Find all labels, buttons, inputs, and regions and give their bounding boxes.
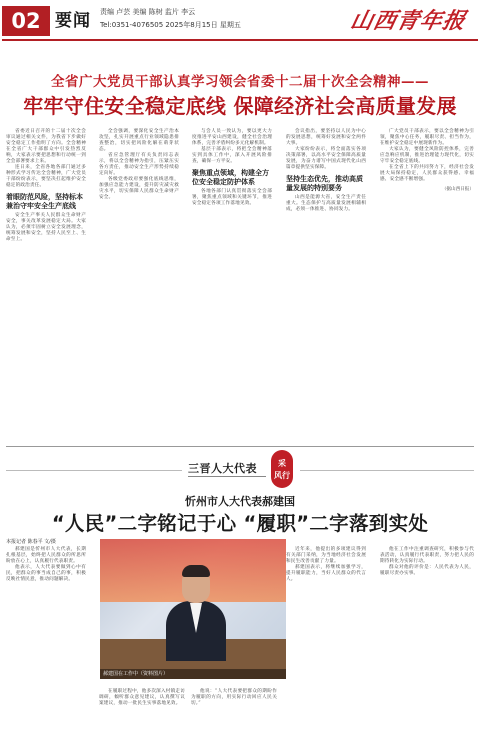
lead-col5-text xyxy=(380,129,474,183)
paragraph: 省委近日召开的十二届十次全会审议通过相关文件，为我省下步做好安全稳定工作指明了方向。全会精神在全省广大干部群众中引发热烈反响，大家表示要把思想和行动统一到全会部署要求上来。 xyxy=(6,129,86,164)
second-bottom-right xyxy=(191,689,277,707)
byline: 本报记者 陈春平 文/摄 xyxy=(6,539,56,545)
lead-subhead-4: 坚持生态优先，推动高质量发展的特别要务 xyxy=(286,174,363,192)
paragraph: 连日来，全省各地各部门通过多种形式学习传达全会精神，广大党员干部纷纷表示，要坚决扛起维护安全稳定的政治责任。 xyxy=(6,165,86,188)
photo-person-hair xyxy=(182,565,210,577)
second-col4-text xyxy=(286,547,366,583)
rubric-rule-right xyxy=(300,470,474,471)
second-col5-text xyxy=(380,547,474,577)
lead-subhead-1: 着眼防范风险，坚持标本兼治守牢安全生产底线 xyxy=(6,192,83,210)
paragraph: 大家纷纷表示，将全面落实各项决策部署，以高水平安全保障高质量发展，为奋力谱写中国式现代化山西篇章提供坚实保障。 xyxy=(286,147,366,170)
lead-col3b-text xyxy=(192,189,272,207)
lead-column-4 xyxy=(286,129,366,213)
lead-col1b-text xyxy=(6,213,86,243)
lead-col4b-text xyxy=(286,195,366,213)
second-columns-2-3-bottom xyxy=(99,689,286,708)
lead-col1-text xyxy=(6,129,86,189)
page-number: 02 xyxy=(2,6,50,36)
paragraph: 广大党员干部表示，要以全会精神为引领，聚焦中心任务，履职尽责、担当作为，在维护安全稳定中展现新作为。 xyxy=(380,129,474,146)
rubric-badge-top: 采 xyxy=(278,458,286,468)
paragraph: 大家认为，要健全风险防控体系，完善应急响应机制，推进治理能力现代化，切实守牢安全稳定底线。 xyxy=(380,147,474,164)
contact-line: Tel:0351-4076505 2025年8月15日 星期五 xyxy=(100,21,241,29)
paragraph: 与会人员一致认为，要以更大力度推进平安山西建设，健全社会治理体系，完善矛盾纠纷多元化解机制。 xyxy=(192,129,272,146)
lead-source-tag: （据山西日报） xyxy=(441,187,474,192)
lead-column-1 xyxy=(6,129,86,243)
lead-subhead-3: 聚焦重点领域，构建全方位安全稳定防护体系 xyxy=(192,168,269,186)
editors-line: 责编 卢芸 美编 陈树 监片 李云 xyxy=(100,8,196,16)
section-name: 要闻 xyxy=(55,11,91,31)
lead-col4-text xyxy=(286,129,366,171)
paragraph: 近年来，他提出的多项建议得到有关部门采纳，为当地经济社会发展和民生改善贡献了力量。 xyxy=(286,547,366,564)
paragraph: 在履职过程中，他多次深入村镇走访调研，倾听群众意见建议，认真撰写议案建议，推动一批民生实事落地见效。 xyxy=(99,689,185,706)
second-column-4 xyxy=(286,547,366,583)
lead-column-2 xyxy=(99,129,179,201)
rubric-rule-left xyxy=(6,470,182,471)
paragraph: 全会强调，要深化安全生产治本攻坚，扎实开展重点行业领域隐患排查整治，切实把风险化解在萌芽状态。 xyxy=(99,129,179,152)
second-column-5 xyxy=(380,547,474,577)
lead-kicker: 全省广大党员干部认真学习领会省委十二届十次全会精神—— xyxy=(51,74,429,90)
lead-col2-text xyxy=(99,129,179,201)
second-col1-text xyxy=(6,547,86,583)
paragraph: 省应急管理厅有关负责同志表示，将以全会精神为指引，压紧压实各方责任，推动安全生产形势持续稳定向好。 xyxy=(99,153,179,176)
paragraph: 各级党委政府要强化底线思维，加强应急能力建设，提升防灾减灾救灾水平，切实保障人民群众生命财产安全。 xyxy=(99,177,179,200)
rubric-badge xyxy=(271,450,293,488)
paragraph: 他表示，人大代表要做到心中有民，把群众的事当成自己的事，积极反映社情民意，推动问题解决。 xyxy=(6,565,86,582)
second-bottom-left xyxy=(99,689,185,707)
paragraph: 安全生产事关人民群众生命财产安全，事关改革发展稳定大局。大家认为，必须牢固树立安全发展理念，统筹发展和安全，坚持人民至上、生命至上。 xyxy=(6,213,86,242)
lead-headline: 牢牢守住安全稳定底线 保障经济社会高质量发展 xyxy=(23,94,457,118)
section-divider xyxy=(6,446,474,447)
photo-caption: 郝建国在工作中（资料图片） xyxy=(100,669,286,679)
rubric-badge-bottom: 风行 xyxy=(274,470,290,480)
lead-article-body xyxy=(6,129,476,449)
rubric-title: 三晋人大代表 xyxy=(188,462,257,475)
masthead-rule xyxy=(2,39,478,41)
second-column-1 xyxy=(6,547,86,583)
paragraph: 郝建国表示，将继续加强学习，提升履职能力，当好人民群众的代言人。 xyxy=(286,565,366,582)
paragraph: 山西是能源大省，安全生产责任重大。生态保护与高质量发展相辅相成，必须一体推进、协同发力。 xyxy=(286,195,366,212)
paragraph: 他说：“人大代表要把群众的期盼作为履职的方向，用实际行动回应人民关切。” xyxy=(191,689,277,706)
lead-column-3 xyxy=(192,129,272,207)
paragraph: 基层干部表示，将把全会精神落实到具体工作中，深入开展风险排查，确保一方平安。 xyxy=(192,147,272,164)
paragraph: 会议指出，要坚持以人民为中心的发展思想，统筹好发展和安全两件大事。 xyxy=(286,129,366,146)
paper-logo: 山西青年报 xyxy=(347,8,469,34)
lead-col3-text xyxy=(192,129,272,165)
masthead xyxy=(0,0,480,40)
paragraph: 在全省上下的共同努力下，经济社会发展大局保持稳定，人民群众获得感、幸福感、安全感不断增强。 xyxy=(380,165,474,182)
paragraph: 郝建国是忻州市人大代表，长期扎根基层，始终把人民群众的所思所盼放在心上，认真履行代表职责。 xyxy=(6,547,86,564)
paragraph: 各地各部门认真贯彻落实全会部署，聚焦重点领域和关键环节，推进安全稳定各项工作落地见效。 xyxy=(192,189,272,206)
paragraph: 群众对他的评价是：人民代表为人民，履职尽责办实事。 xyxy=(380,565,474,576)
second-kicker: 忻州市人大代表郝建国 xyxy=(185,495,295,508)
paragraph: 他在工作中注重调查研究，积极参与代表活动，认真履行代表职责，努力把人民的期待转化为实际行动。 xyxy=(380,547,474,564)
portrait-photo xyxy=(100,539,286,679)
rubric-underline xyxy=(188,476,266,477)
second-headline: “人民”二字铭记于心 “履职”二字落到实处 xyxy=(51,512,429,535)
lead-column-5 xyxy=(380,129,474,192)
column-rubric xyxy=(188,450,298,488)
